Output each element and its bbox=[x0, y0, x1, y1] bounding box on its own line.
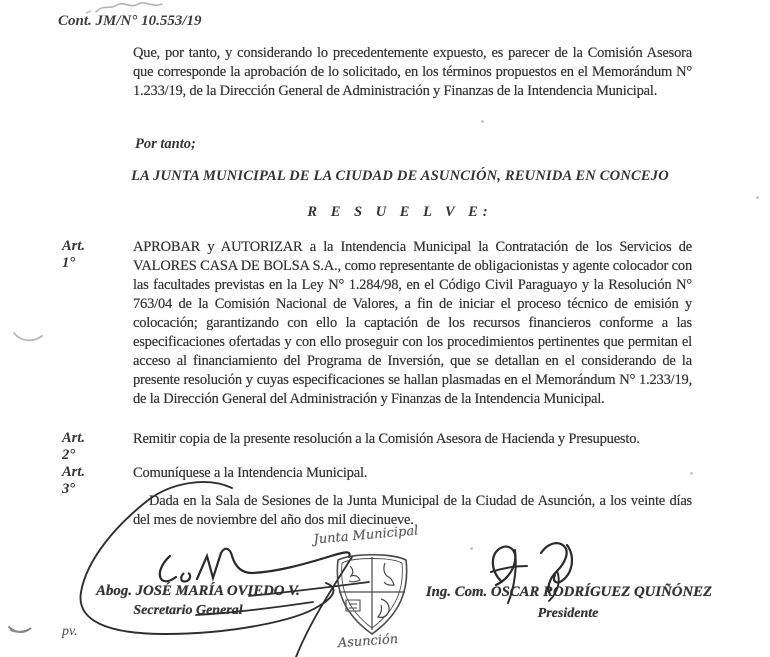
resuelve-heading: R E S U E L V E: bbox=[307, 204, 493, 220]
shield-inner-outline bbox=[342, 559, 403, 629]
article-1-text: APROBAR y AUTORIZAR a la Intendencia Municipal la Contratación de los Servicios de VALORES CASA DE BOLSA S.A., como representante de obligacionistas y agente colocador con las facultades previstas en la Ley N° 1.284/98, en el Código Civil Paraguayo y la Resolución N° 763/04 de la Comisión Nacional de Valores, a fin de iniciar el proceso técnico de emisión y colocación; garantizando con ello la captación de los recursos financieros conforme a las especificaciones ofertadas y con ello proseguir con los procedimientos pertinentes que permitan el acceso al financiamiento del Programa de Inversión, que se detallan en el considerando de la presente resolución y cuyas especificaciones se hallan plasmadas en el Memorándum N° 1.233/19, de la Dirección General del Administración y Finanzas de la Intendencia Municipal. bbox=[133, 239, 692, 407]
ink-smudge-left bbox=[14, 333, 42, 340]
seal-bottom-text: Asunción bbox=[337, 631, 399, 652]
article-3-label: Art. 3° bbox=[62, 464, 85, 497]
junta-municipal-heading: LA JUNTA MUNICIPAL DE LA CIUDAD DE ASUNCIÓN, REUNIDA EN CONCEJO bbox=[131, 168, 669, 184]
president-title: Presidente bbox=[537, 606, 599, 621]
secretary-name: Abog. JOSÉ MARÍA OVIEDO V. bbox=[96, 583, 300, 599]
shield-quadrant-1-figure bbox=[349, 566, 360, 582]
por-tanto-line: Por tanto; bbox=[135, 136, 196, 152]
shield-outline bbox=[337, 555, 406, 634]
seal-top-text: Junta Municipal bbox=[313, 523, 419, 548]
secretary-title: Secretario General bbox=[133, 603, 243, 618]
president-signature bbox=[493, 547, 515, 585]
secretary-signature bbox=[197, 549, 350, 579]
municipal-seal-shield bbox=[337, 555, 406, 634]
president-signature bbox=[554, 545, 572, 582]
scan-speckle bbox=[470, 547, 473, 550]
considering-paragraph: Que, por tanto, y considerando lo precedentemente expuesto, es parecer de la Comisión Asesora que corresponde la aprobación de lo solicitado, en los términos propuestos en el Memorándum N° 1.233/19, de la Dirección General de Administración y Finanzas de la Intendencia Municipal. bbox=[133, 45, 692, 99]
ink-mark-bottom-left bbox=[9, 627, 31, 632]
article-3-text: Comuníquese a la Intendencia Municipal. bbox=[133, 465, 368, 481]
scan-speckle bbox=[481, 120, 484, 123]
secretary-signature bbox=[160, 556, 176, 581]
scan-speckle bbox=[690, 472, 693, 475]
article-2-text: Remitir copia de la presente resolución a la Comisión Asesora de Hacienda y Presupuesto. bbox=[133, 431, 640, 447]
initials-note: pv. bbox=[62, 624, 78, 639]
shield-quadrant-2-figure bbox=[384, 563, 394, 585]
closing-paragraph: Dada en la Sala de Sesiones de la Junta Municipal de la Ciudad de Asunción, a los veinte días del mes de noviembre del año dos mil diecinueve. bbox=[133, 493, 692, 528]
secretary-signature bbox=[181, 573, 190, 581]
scan-speckle bbox=[756, 196, 759, 199]
article-1-label: Art. 1° bbox=[62, 238, 85, 271]
handwritten-scribble-top bbox=[96, 3, 162, 12]
shield-quadrant-3-castle bbox=[346, 600, 360, 611]
shield-quadrant-4-lion bbox=[378, 599, 389, 617]
president-signature bbox=[491, 566, 527, 572]
president-name: Ing. Com. ÓSCAR RODRÍGUEZ QUIÑÓNEZ bbox=[425, 584, 713, 600]
article-2-label: Art. 2° bbox=[62, 430, 85, 463]
reference-number: Cont. JM/N° 10.553/19 bbox=[58, 13, 202, 29]
